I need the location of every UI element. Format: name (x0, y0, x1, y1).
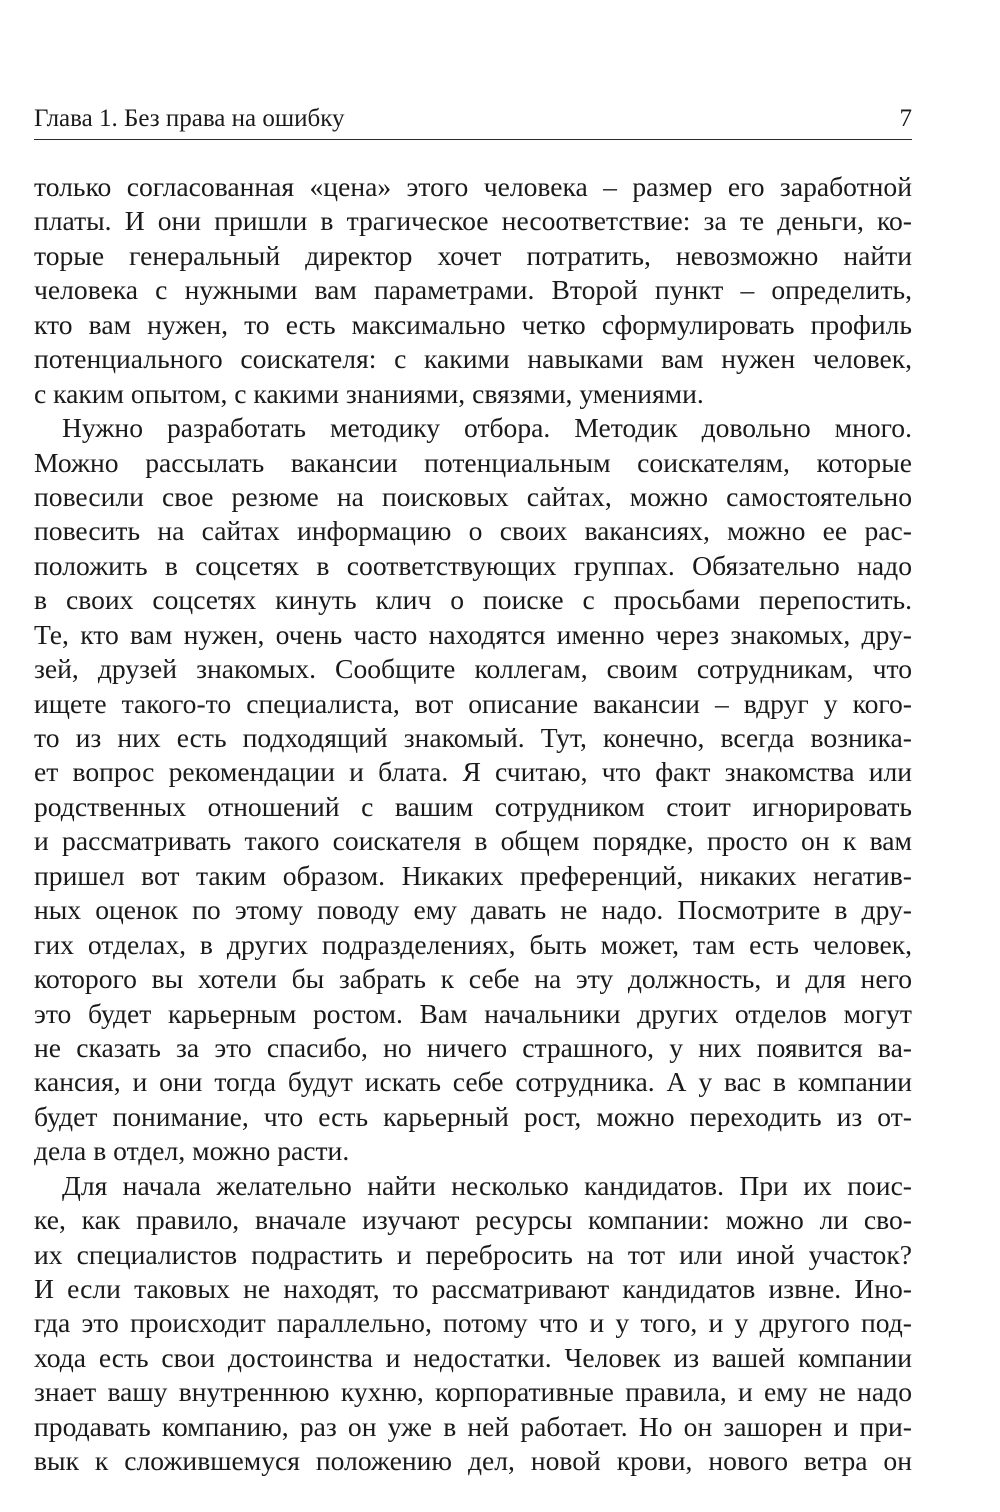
text-line: кансия, и они тогда будут искать себе сотрудника. А у вас в компании (34, 1066, 912, 1098)
text-line: не сказать за это спасибо, но ничего страшного, у них появится ва- (34, 1031, 912, 1063)
text-line: ке, как правило, вначале изучают ресурсы компании: можно ли сво- (34, 1204, 912, 1236)
text-line: потенциального соискателя: с какими навыками вам нужен человек, (34, 343, 912, 375)
text-line: только согласованная «цена» этого человека – размер его заработной (34, 171, 912, 202)
header-rule (34, 139, 912, 140)
chapter-title: Глава 1. Без права на ошибку (34, 105, 345, 132)
paragraph (34, 411, 912, 1169)
text-line: хода есть свои достоинства и недостатки. Человек из вашей компании (34, 1341, 912, 1373)
text-line: повесить на сайтах информацию о своих вакансиях, можно ее рас- (34, 515, 912, 547)
text-line: родственных отношений с вашим сотрудником стоит игнорировать (34, 790, 912, 822)
text-line: Можно рассылать вакансии потенциальным соискателям, которые (34, 446, 912, 478)
text-line: Нужно разработать методику отбора. Методик довольно много. (62, 412, 912, 444)
text-line: положить в соцсетях в соответствующих группах. Обязательно надо (34, 549, 912, 581)
text-line: будет понимание, что есть карьерный рост, можно переходить из от- (34, 1100, 912, 1132)
text-line: которого вы хотели бы забрать к себе на эту должность, и для него (34, 963, 912, 995)
text-line: то из них есть подходящий знакомый. Тут, конечно, всегда возника- (34, 722, 912, 753)
text-line: пришел вот таким образом. Никаких преференций, никаких негатив- (34, 859, 912, 891)
text-line: ищете такого-то специалиста, вот описание вакансии – вдруг у кого- (34, 687, 912, 719)
text-line: их специалистов подрастить и перебросить на тот или иной участок? (34, 1238, 912, 1270)
page-number: 7 (899, 105, 912, 132)
text-line: Те, кто вам нужен, очень часто находятся именно через знакомых, дру- (34, 618, 912, 650)
text-line: ных оценок по этому поводу ему давать не надо. Посмотрите в дру- (34, 894, 912, 926)
text-line: вык к сложившемуся положению дел, новой крови, нового ветра он (34, 1445, 912, 1477)
text-line: дела в отдел, можно расти. (34, 1135, 350, 1167)
text-line: знает вашу внутреннюю кухню, корпоративные правила, и ему не надо (34, 1376, 912, 1408)
text-line: кто вам нужен, то есть максимально четко сформулировать профиль (34, 308, 912, 340)
text-line: И если таковых не находят, то рассматривают кандидатов извне. Ино- (34, 1273, 912, 1304)
text-line: и рассматривать такого соискателя в общем порядке, просто он к вам (34, 825, 912, 857)
paragraph (34, 170, 912, 411)
body-text (34, 170, 912, 1479)
text-line: гих отделах, в других подразделениях, быть может, там есть человек, (34, 928, 912, 960)
text-line: с каким опытом, с какими знаниями, связями, умениями. (34, 377, 704, 409)
text-line: повесили свое резюме на поисковых сайтах, можно самостоятельно (34, 480, 912, 512)
text-line: платы. И они пришли в трагическое несоответствие: за те деньги, ко- (34, 205, 912, 237)
text-line: ет вопрос рекомендации и блата. Я считаю, что факт знакомства или (34, 756, 912, 788)
text-line: это будет карьерным ростом. Вам начальники других отделов могут (34, 997, 912, 1029)
text-line: зей, друзей знакомых. Сообщите коллегам, своим сотрудникам, что (34, 653, 912, 685)
paragraph (34, 1169, 912, 1479)
text-line: продавать компанию, раз он уже в ней работает. Но он зашорен и при- (34, 1410, 912, 1442)
text-line: торые генеральный директор хочет потратить, невозможно найти (34, 239, 912, 271)
text-line: гда это происходит параллельно, потому что и у того, и у другого под- (34, 1307, 912, 1339)
text-line: Для начала желательно найти несколько кандидатов. При их поис- (62, 1169, 912, 1201)
text-line: человека с нужными вам параметрами. Второй пункт – определить, (34, 274, 912, 306)
running-header (34, 98, 912, 134)
text-line: в своих соцсетях кинуть клич о поиске с просьбами перепостить. (34, 584, 912, 616)
